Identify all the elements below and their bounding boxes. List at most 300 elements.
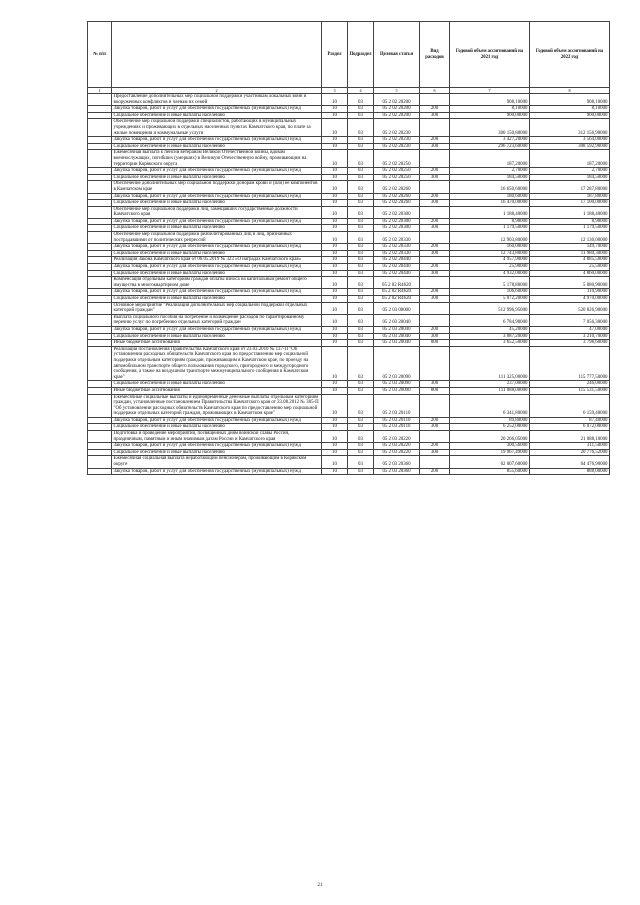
row-name-cell: Социальное обеспечение и иные выплаты населению (112, 270, 322, 277)
row-vol2022-cell: 25,50000 (530, 264, 610, 271)
row-name-cell: Социальное обеспечение и иные выплаты населению (112, 225, 322, 232)
row-article-cell: 05 2 02 20250 (374, 168, 420, 175)
row-name-cell: Предоставление дополнительных мер социальной поддержки участникам локальных войн и вооруженных конфликтов и членам их семей (112, 94, 322, 106)
row-number-cell (88, 143, 112, 150)
table-row (88, 143, 610, 150)
row-section-cell: 10 (322, 302, 348, 314)
row-number-cell (88, 381, 112, 388)
row-number-cell (88, 449, 112, 456)
row-subsection-cell: 03 (348, 296, 374, 303)
table-row (88, 244, 610, 251)
row-subsection-cell: 03 (348, 168, 374, 175)
row-vol2021-cell: 45,20000 (450, 326, 530, 333)
row-article-cell: 05 2 03 20040 (374, 340, 420, 347)
row-number-cell (88, 168, 112, 175)
row-kind-cell: 200 (420, 218, 450, 225)
row-name-cell: Ежемесячная выплата к пенсии ветеранам Великой Отечественной войны, вдовам военнослужащих, погибших (умерших) в Великую Отечественную войну, проживающим на территории Корякского округа (112, 150, 322, 168)
row-kind-cell (420, 150, 450, 168)
table-row (88, 150, 610, 168)
header-vol2022: Годовой объем ассигнований на 2022 год (530, 22, 610, 88)
row-vol2022-cell: 20 776,52000 (530, 449, 610, 456)
row-kind-cell (420, 346, 450, 381)
row-vol2021-cell: 6 252,00000 (450, 424, 530, 431)
row-section-cell: 10 (322, 168, 348, 175)
budget-table (87, 21, 610, 475)
row-section-cell: 10 (322, 424, 348, 431)
row-section-cell: 10 (322, 150, 348, 168)
row-name-cell: Выплата социального пособия на погребение и возмещение расходов по гарантированному перечню услуг по погребению отдельных категорий граждан (112, 314, 322, 326)
row-kind-cell (420, 277, 450, 289)
row-vol2022-cell: 888,00000 (530, 468, 610, 475)
table-row (88, 250, 610, 257)
row-vol2021-cell: 3 087,20000 (450, 333, 530, 340)
row-article-cell: 05 2 02 20230 (374, 137, 420, 144)
row-article-cell: 05 2 02 R4620 (374, 289, 420, 296)
row-vol2021-cell: 111 088,00000 (450, 387, 530, 394)
row-article-cell: 05 2 03 20090 (374, 381, 420, 388)
row-number-cell (88, 314, 112, 326)
row-vol2021-cell: 237,00000 (450, 381, 530, 388)
table-row (88, 277, 610, 289)
row-vol2021-cell: 25,90000 (450, 264, 530, 271)
row-article-cell: 05 2 02 20300 (374, 225, 420, 232)
row-number-cell (88, 289, 112, 296)
row-number-cell (88, 417, 112, 424)
row-article-cell: 05 2 03 20040 (374, 333, 420, 340)
row-vol2022-cell: 12 130,00000 (530, 232, 610, 244)
row-vol2021-cell: 300,56000 (450, 443, 530, 450)
column-index: 8 (530, 88, 610, 94)
row-vol2022-cell: 246,00000 (530, 381, 610, 388)
row-number-cell (88, 302, 112, 314)
row-name-cell: Закупка товаров, работ и услуг для обеспечения государственных (муниципальных) нужд (112, 468, 322, 475)
row-subsection-cell: 03 (348, 394, 374, 417)
row-kind-cell: 200 (420, 137, 450, 144)
row-article-cell: 05 2 02 20260 (374, 193, 420, 200)
row-vol2022-cell: 1 179,50000 (530, 225, 610, 232)
table-row (88, 456, 610, 468)
row-vol2021-cell: 180,60000 (450, 193, 530, 200)
table-row (88, 346, 610, 381)
row-article-cell: 05 2 02 20300 (374, 218, 420, 225)
row-vol2022-cell: 1 188,40000 (530, 206, 610, 218)
row-kind-cell (420, 257, 450, 264)
row-article-cell: 05 2 03 20360 (374, 456, 420, 468)
row-article-cell: 05 2 02 R4620 (374, 277, 420, 289)
row-section-cell: 10 (322, 289, 348, 296)
row-number-cell (88, 106, 112, 113)
table-row (88, 225, 610, 232)
row-vol2021-cell: 160,00000 (450, 244, 530, 251)
row-section-cell: 10 (322, 200, 348, 207)
row-kind-cell: 200 (420, 244, 450, 251)
table-header-row (88, 22, 610, 88)
row-kind-cell (420, 302, 450, 314)
row-article-cell: 05 2 03 20110 (374, 417, 420, 424)
row-vol2021-cell: 512 996,95000 (450, 302, 530, 314)
row-vol2021-cell: 3 427,20000 (450, 137, 530, 144)
row-name-cell: Закупка товаров, работ и услуг для обеспечения государственных (муниципальных) нужд (112, 289, 322, 296)
row-subsection-cell: 03 (348, 326, 374, 333)
row-kind-cell: 300 (420, 424, 450, 431)
row-vol2022-cell: 17 100,00000 (530, 200, 610, 207)
table-row (88, 333, 610, 340)
row-vol2021-cell: 3 652,50000 (450, 340, 530, 347)
row-name-cell: Закупка товаров, работ и услуг для обеспечения государственных (муниципальных) нужд (112, 137, 322, 144)
row-subsection-cell: 03 (348, 174, 374, 181)
row-number-cell (88, 346, 112, 381)
row-number-cell (88, 468, 112, 475)
row-kind-cell (420, 456, 450, 468)
row-vol2021-cell: 12 743,80000 (450, 250, 530, 257)
row-kind-cell: 300 (420, 112, 450, 119)
table-row (88, 468, 610, 475)
row-vol2021-cell: 16 470,00000 (450, 200, 530, 207)
row-subsection-cell: 03 (348, 340, 374, 347)
table-row (88, 302, 610, 314)
row-vol2022-cell: 7 056,30000 (530, 314, 610, 326)
row-number-cell (88, 270, 112, 277)
header-kind: Вид расходов (420, 22, 450, 88)
row-number-cell (88, 174, 112, 181)
row-vol2022-cell: 8,10000 (530, 106, 610, 113)
row-section-cell: 10 (322, 333, 348, 340)
row-number-cell (88, 225, 112, 232)
row-article-cell: 05 2 02 20230 (374, 119, 420, 137)
row-article-cell: 05 2 03 20090 (374, 346, 420, 381)
row-vol2021-cell: 900,00000 (450, 112, 530, 119)
row-vol2021-cell: 4 932,00000 (450, 270, 530, 277)
header-article: Целевая статья (374, 22, 420, 88)
row-number-cell (88, 394, 112, 417)
row-number-cell (88, 333, 112, 340)
row-subsection-cell: 03 (348, 270, 374, 277)
row-vol2021-cell: 5 178,80000 (450, 277, 530, 289)
row-name-cell: Социальное обеспечение и иные выплаты населению (112, 112, 322, 119)
row-section-cell: 10 (322, 232, 348, 244)
row-subsection-cell: 03 (348, 200, 374, 207)
row-subsection-cell: 03 (348, 206, 374, 218)
row-kind-cell (420, 232, 450, 244)
row-subsection-cell: 03 (348, 112, 374, 119)
row-kind-cell: 300 (420, 225, 450, 232)
row-kind-cell (420, 94, 450, 106)
row-name-cell: Закупка товаров, работ и услуг для обеспечения государственных (муниципальных) нужд (112, 326, 322, 333)
table-row (88, 340, 610, 347)
row-kind-cell: 200 (420, 168, 450, 175)
row-article-cell: 05 2 02 20200 (374, 112, 420, 119)
row-kind-cell: 200 (420, 106, 450, 113)
row-subsection-cell: 03 (348, 381, 374, 388)
row-article-cell: 05 2 02 20330 (374, 232, 420, 244)
row-vol2021-cell: 4 957,90000 (450, 257, 530, 264)
row-subsection-cell: 03 (348, 218, 374, 225)
row-vol2021-cell: 16 650,60000 (450, 181, 530, 193)
row-kind-cell: 300 (420, 449, 450, 456)
row-subsection-cell: 03 (348, 456, 374, 468)
row-kind-cell: 200 (420, 264, 450, 271)
row-number-cell (88, 296, 112, 303)
column-index: 3 (322, 88, 348, 94)
row-name-cell: Реализация постановления Правительства Камчатского края от 23.03.2010 № 137-П "Об установлении расходных обязательств Камчатского края по предоставлению мер социальной поддержки отдельным категориям граждан, проживающим в Камчатском крае, по проезду на автомобильном транспорте общего пользования городского, пригородного и междугородного сообщения, а также на воздушном транспорте межмуниципального сообщения в Камчатском крае" (112, 346, 322, 381)
row-name-cell: Реализация Закона Камчатского края от 06.05.2019 № 323 «О наградах Камчатского края» (112, 257, 322, 264)
table-row (88, 289, 610, 296)
row-section-cell: 10 (322, 112, 348, 119)
row-subsection-cell: 03 (348, 424, 374, 431)
row-name-cell: Закупка товаров, работ и услуг для обеспечения государственных (муниципальных) нужд (112, 417, 322, 424)
row-kind-cell: 200 (420, 468, 450, 475)
row-section-cell: 10 (322, 443, 348, 450)
column-index: 6 (420, 88, 450, 94)
row-kind-cell: 800 (420, 387, 450, 394)
row-article-cell: 05 2 02 20330 (374, 250, 420, 257)
header-subsection: Подраздел (348, 22, 374, 88)
row-vol2021-cell: 300 150,80000 (450, 119, 530, 137)
row-number-cell (88, 340, 112, 347)
row-subsection-cell: 03 (348, 257, 374, 264)
row-article-cell: 05 2 03 20110 (374, 424, 420, 431)
row-number-cell (88, 112, 112, 119)
column-index: 7 (450, 88, 530, 94)
table-row (88, 314, 610, 326)
row-kind-cell: 200 (420, 443, 450, 450)
row-vol2022-cell: 3 798,60000 (530, 340, 610, 347)
table-row (88, 193, 610, 200)
row-subsection-cell: 03 (348, 232, 374, 244)
row-number-cell (88, 250, 112, 257)
header-section: Раздел (322, 22, 348, 88)
row-vol2021-cell: 6 341,80000 (450, 394, 530, 417)
row-name-cell: Социальное обеспечение и иные выплаты населению (112, 449, 322, 456)
row-vol2021-cell: 111 325,00000 (450, 346, 530, 381)
table-row (88, 449, 610, 456)
table-row (88, 264, 610, 271)
row-number-cell (88, 94, 112, 106)
column-index: 4 (348, 88, 374, 94)
row-number-cell (88, 200, 112, 207)
row-section-cell: 10 (322, 264, 348, 271)
table-row (88, 174, 610, 181)
table-row (88, 387, 610, 394)
row-number-cell (88, 137, 112, 144)
page-number: 21 (317, 883, 323, 888)
row-article-cell: 05 2 03 20220 (374, 443, 420, 450)
row-name-cell: Обеспечение мер социальной поддержки лиц, замещавших государственные должности Камчатского края (112, 206, 322, 218)
row-vol2022-cell: 5 080,90000 (530, 277, 610, 289)
row-name-cell: Социальное обеспечение и иные выплаты населению (112, 381, 322, 388)
row-vol2021-cell: 6 784,90000 (450, 314, 530, 326)
row-number-cell (88, 244, 112, 251)
row-vol2022-cell: 47,00000 (530, 326, 610, 333)
row-vol2022-cell: 312 156,90000 (530, 119, 610, 137)
row-section-cell: 10 (322, 340, 348, 347)
row-subsection-cell: 03 (348, 150, 374, 168)
row-kind-cell: 300 (420, 333, 450, 340)
row-vol2022-cell: 900,00000 (530, 112, 610, 119)
row-vol2021-cell: 908,10000 (450, 94, 530, 106)
row-subsection-cell: 03 (348, 264, 374, 271)
row-vol2022-cell: 311,58000 (530, 443, 610, 450)
table-row (88, 200, 610, 207)
row-subsection-cell: 03 (348, 443, 374, 450)
column-index: 1 (88, 88, 112, 94)
table-row (88, 206, 610, 218)
row-number-cell (88, 326, 112, 333)
row-name-cell: Закупка товаров, работ и услуг для обеспечения государственных (муниципальных) нужд (112, 168, 322, 175)
row-section-cell: 10 (322, 270, 348, 277)
row-kind-cell (420, 206, 450, 218)
row-article-cell: 05 2 02 20250 (374, 174, 420, 181)
row-vol2022-cell: 4 970,00000 (530, 296, 610, 303)
row-vol2021-cell: 1 179,50000 (450, 225, 530, 232)
row-kind-cell: 300 (420, 250, 450, 257)
row-name-cell: Закупка товаров, работ и услуг для обеспечения государственных (муниципальных) нужд (112, 264, 322, 271)
row-article-cell: 05 2 02 20300 (374, 206, 420, 218)
row-article-cell: 05 2 03 20040 (374, 326, 420, 333)
row-vol2022-cell: 11 980,30000 (530, 250, 610, 257)
row-section-cell: 10 (322, 257, 348, 264)
row-kind-cell: 800 (420, 340, 450, 347)
row-vol2022-cell: 2,70000 (530, 168, 610, 175)
table-row (88, 257, 610, 264)
header-num: № п/п (88, 22, 112, 88)
row-name-cell: Компенсация отдельным категориям граждан оплаты взноса на капитальный ремонт общего имущества в многоквартирном доме (112, 277, 322, 289)
row-number-cell (88, 218, 112, 225)
row-number-cell (88, 257, 112, 264)
row-article-cell: 05 2 03 20360 (374, 468, 420, 475)
row-number-cell (88, 264, 112, 271)
row-subsection-cell: 03 (348, 94, 374, 106)
row-vol2021-cell: 62 007,60000 (450, 456, 530, 468)
row-kind-cell: 300 (420, 296, 450, 303)
row-subsection-cell: 03 (348, 193, 374, 200)
row-name-cell: Ежемесячные социальные выплаты и единовременные денежные выплаты отдельным категориям граждан, установленные постановлением Правительства Камчатского края от 23.08.2012 № 385-П "Об установлении расходных обязательств Камчатского края по предоставлению мер социальной поддержки отдельных категорий граждан, проживающих в Камчатском крае" (112, 394, 322, 417)
row-name-cell: Закупка товаров, работ и услуг для обеспечения государственных (муниципальных) нужд (112, 443, 322, 450)
row-number-cell (88, 443, 112, 450)
table-row (88, 443, 610, 450)
row-name-cell: Закупка товаров, работ и услуг для обеспечения государственных (муниципальных) нужд (112, 218, 322, 225)
table-row (88, 112, 610, 119)
column-index: 2 (112, 88, 322, 94)
row-section-cell: 10 (322, 94, 348, 106)
row-section-cell: 10 (322, 174, 348, 181)
row-subsection-cell: 03 (348, 137, 374, 144)
row-section-cell: 10 (322, 181, 348, 193)
header-vol2021: Годовой объем ассигнований на 2021 год (450, 22, 530, 88)
row-number-cell (88, 431, 112, 443)
row-article-cell: 05 2 02 20200 (374, 94, 420, 106)
row-number-cell (88, 206, 112, 218)
row-article-cell: 05 2 03 20220 (374, 449, 420, 456)
row-vol2022-cell: 8,90000 (530, 218, 610, 225)
row-vol2021-cell: 1 188,40000 (450, 206, 530, 218)
row-subsection-cell: 03 (348, 119, 374, 137)
row-vol2022-cell: 520 826,90000 (530, 302, 610, 314)
row-vol2021-cell: 8,90000 (450, 218, 530, 225)
row-subsection-cell: 03 (348, 387, 374, 394)
row-subsection-cell: 03 (348, 289, 374, 296)
row-name-cell: Иные бюджетные ассигнования (112, 387, 322, 394)
row-kind-cell: 300 (420, 381, 450, 388)
table-body (88, 94, 610, 475)
row-section-cell: 10 (322, 296, 348, 303)
row-article-cell: 05 2 03 00000 (374, 302, 420, 314)
row-number-cell (88, 193, 112, 200)
table-row (88, 394, 610, 417)
row-section-cell: 10 (322, 314, 348, 326)
table-row (88, 326, 610, 333)
row-subsection-cell: 03 (348, 277, 374, 289)
row-name-cell: Подготовка и проведение мероприятий, посвященных дням воинской славы России, праздничным, памятным и иным значимым датам России и Камчатского края (112, 431, 322, 443)
row-subsection-cell: 03 (348, 225, 374, 232)
row-number-cell (88, 424, 112, 431)
table-row (88, 417, 610, 424)
row-vol2021-cell: 855,60000 (450, 468, 530, 475)
row-section-cell: 10 (322, 193, 348, 200)
table-row (88, 119, 610, 137)
row-vol2022-cell: 908,10000 (530, 94, 610, 106)
row-vol2021-cell: 187,20000 (450, 150, 530, 168)
row-section-cell: 10 (322, 381, 348, 388)
table-row (88, 381, 610, 388)
row-vol2022-cell: 6 072,00000 (530, 424, 610, 431)
row-section-cell: 10 (322, 449, 348, 456)
row-vol2022-cell: 149,70000 (530, 244, 610, 251)
row-subsection-cell: 03 (348, 244, 374, 251)
row-section-cell: 10 (322, 106, 348, 113)
row-vol2021-cell: 89,80000 (450, 417, 530, 424)
row-number-cell (88, 277, 112, 289)
table-row (88, 94, 610, 106)
table-row (88, 218, 610, 225)
row-article-cell: 05 2 02 20440 (374, 264, 420, 271)
row-section-cell: 10 (322, 277, 348, 289)
row-kind-cell (420, 181, 450, 193)
row-vol2022-cell: 4 860,00000 (530, 270, 610, 277)
row-subsection-cell: 03 (348, 181, 374, 193)
row-kind-cell (420, 394, 450, 417)
row-article-cell: 05 2 02 20200 (374, 106, 420, 113)
row-article-cell: 05 2 03 20040 (374, 314, 420, 326)
header-name (112, 22, 322, 88)
row-vol2022-cell: 4 885,50000 (530, 257, 610, 264)
row-vol2022-cell: 87,40000 (530, 417, 610, 424)
row-subsection-cell: 03 (348, 333, 374, 340)
row-section-cell: 10 (322, 225, 348, 232)
row-vol2022-cell: 64 476,90000 (530, 456, 610, 468)
row-kind-cell (420, 431, 450, 443)
row-section-cell: 10 (322, 244, 348, 251)
table-row (88, 232, 610, 244)
row-vol2021-cell: 20 266,05000 (450, 431, 530, 443)
row-vol2022-cell: 308 592,90000 (530, 143, 610, 150)
row-article-cell: 05 2 02 20260 (374, 200, 420, 207)
row-name-cell: Основное мероприятие "Реализация дополнительных мер социальной поддержки отдельных категорий граждан" (112, 302, 322, 314)
row-vol2022-cell: 3 564,00000 (530, 137, 610, 144)
row-vol2021-cell: 12 903,80000 (450, 232, 530, 244)
row-number-cell (88, 119, 112, 137)
row-vol2022-cell: 187,20000 (530, 150, 610, 168)
row-kind-cell: 200 (420, 193, 450, 200)
table-row (88, 431, 610, 443)
row-number-cell (88, 387, 112, 394)
row-name-cell: Социальное обеспечение и иные выплаты населению (112, 333, 322, 340)
row-vol2021-cell: 184,50000 (450, 174, 530, 181)
row-subsection-cell: 03 (348, 106, 374, 113)
table-row (88, 424, 610, 431)
row-article-cell: 05 2 02 20440 (374, 257, 420, 264)
row-article-cell: 05 2 02 R4620 (374, 296, 420, 303)
